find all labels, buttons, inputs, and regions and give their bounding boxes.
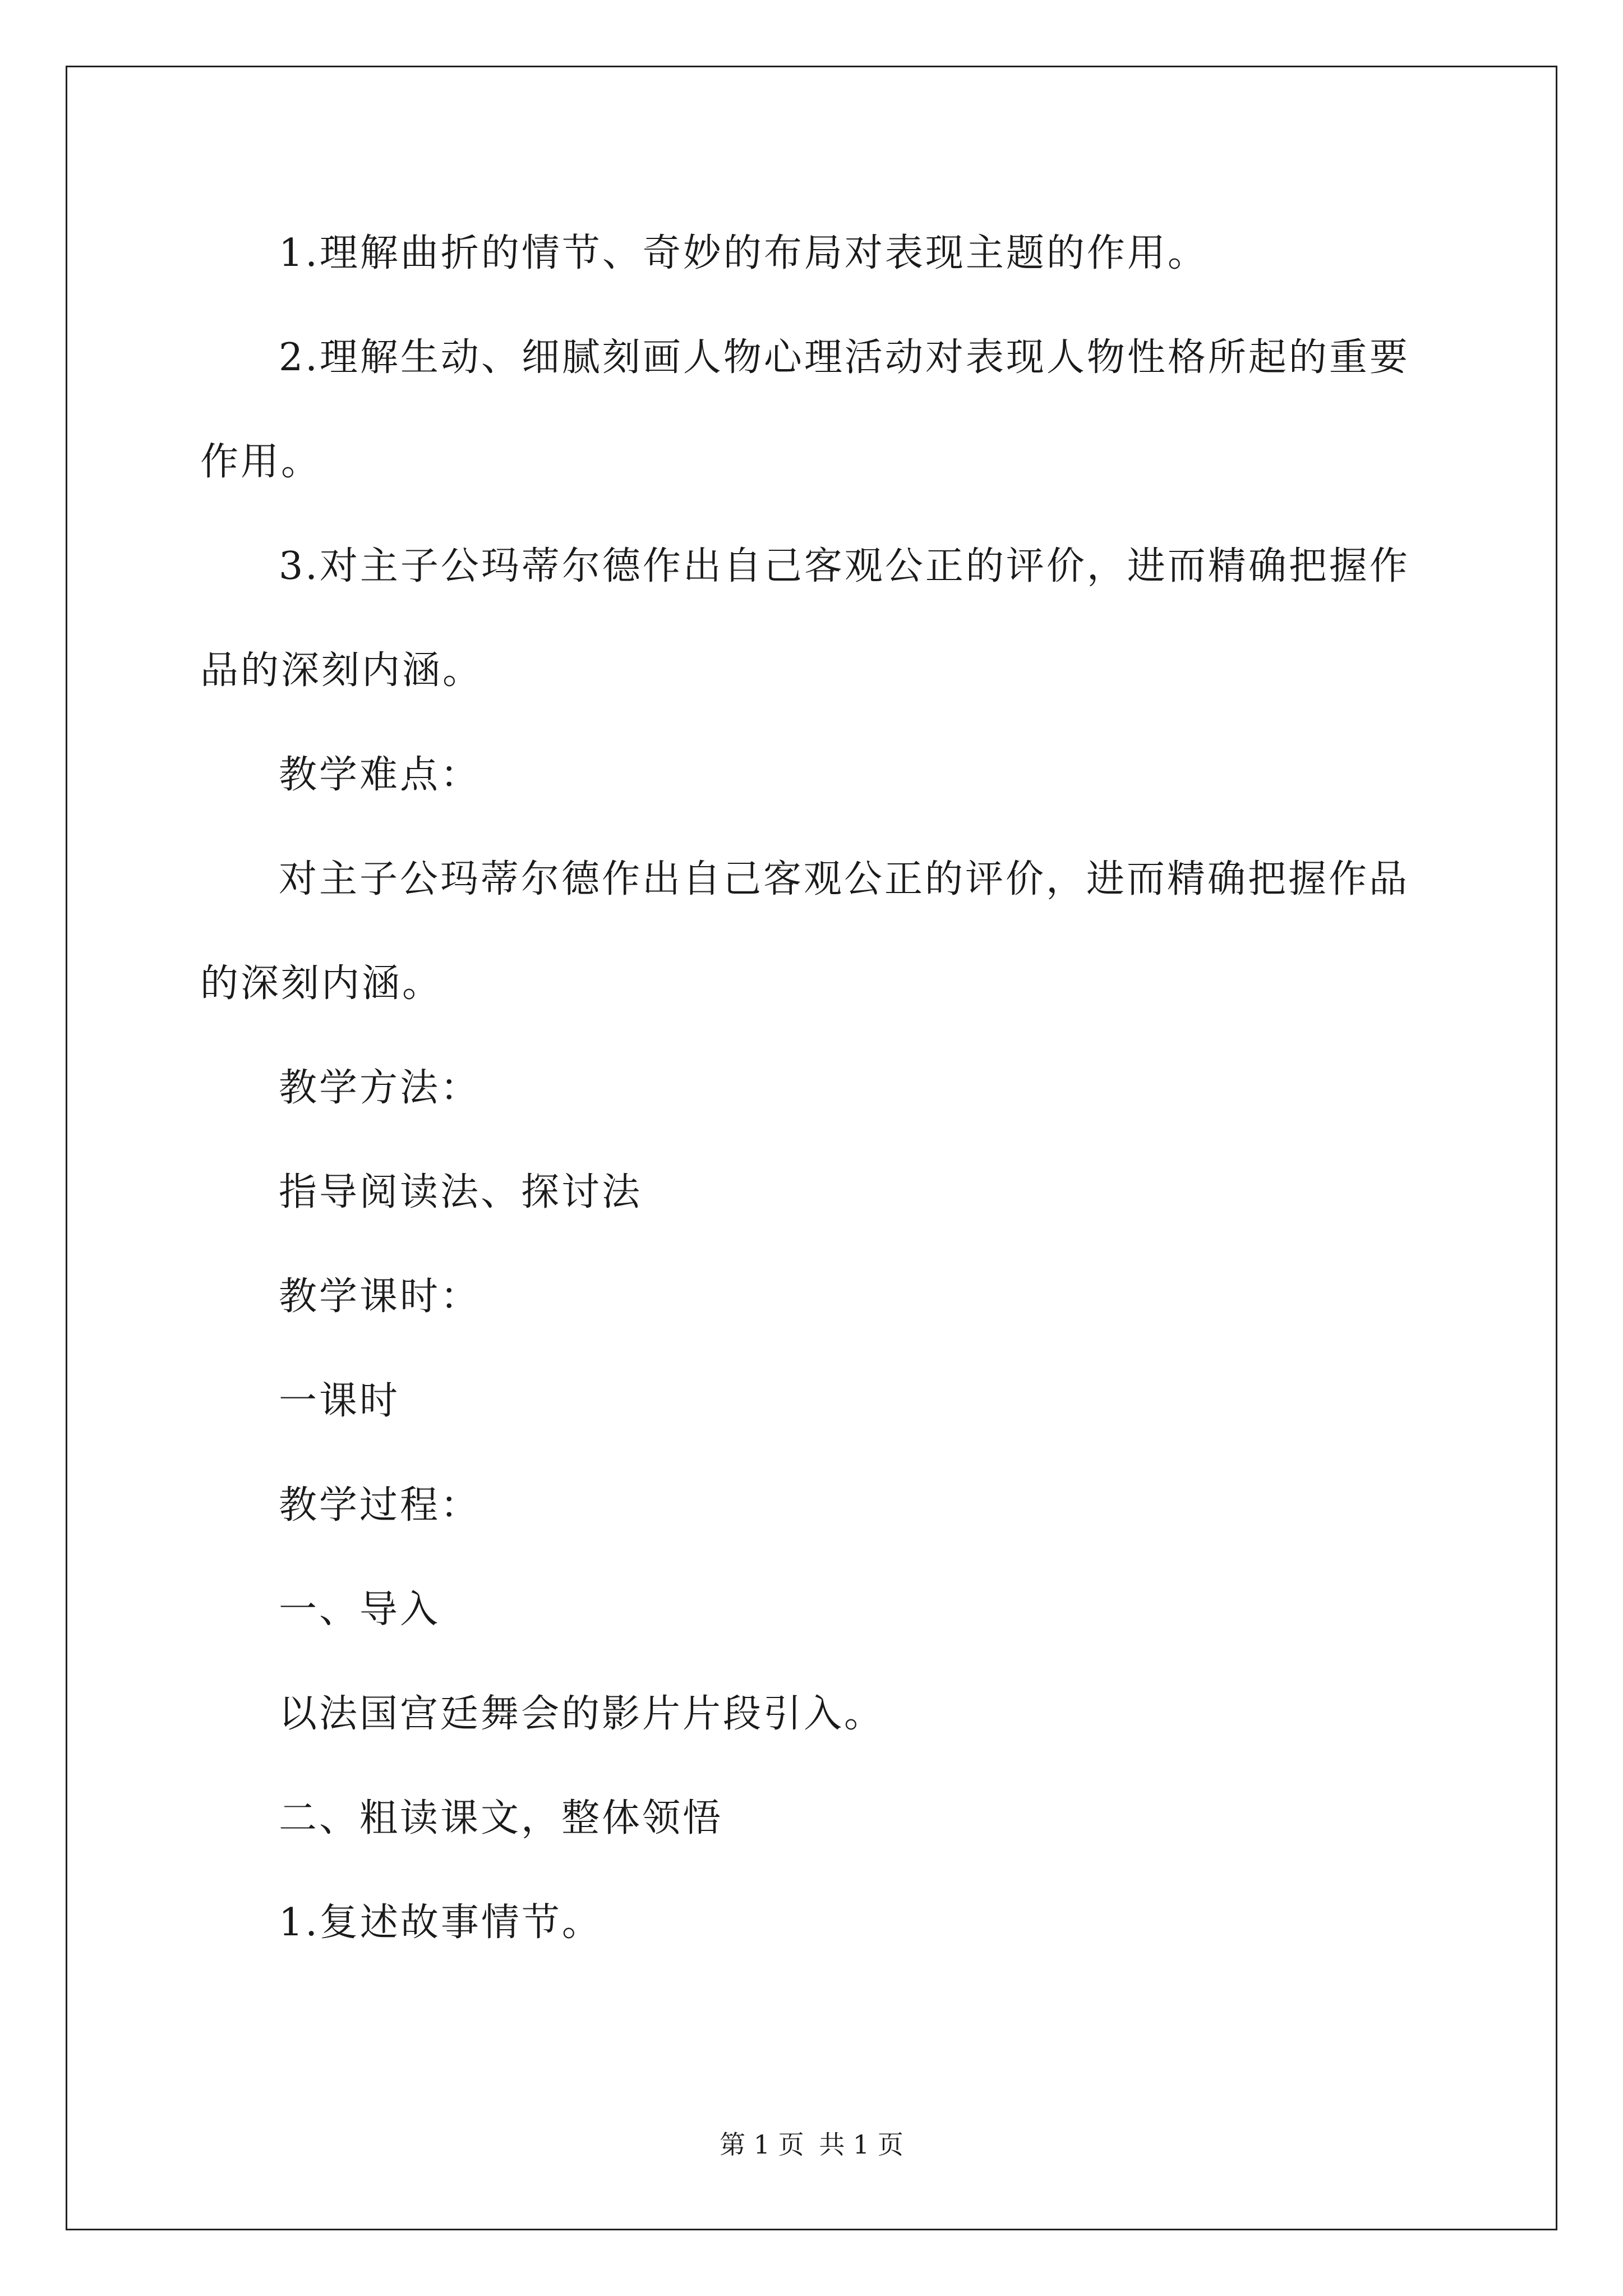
page-number: 第 1 页 xyxy=(720,2129,804,2160)
text-line-10: 指导阅读法、探讨法 xyxy=(279,1170,643,1214)
text-line-6: 教学难点： xyxy=(279,753,481,797)
text-line-7: 对主子公玛蒂尔德作出自己客观公正的评价，进而精确把握作品 xyxy=(279,857,1410,901)
text-line-17: 1.复述故事情节。 xyxy=(279,1901,602,1945)
text-line-1: 1.理解曲折的情节、奇妙的布局对表现主题的作用。 xyxy=(279,231,1208,275)
page-total: 共 1 页 xyxy=(819,2129,903,2160)
text-line-12: 一课时 xyxy=(279,1379,400,1423)
text-line-5: 品的深刻内涵。 xyxy=(200,648,483,693)
text-line-2: 2.理解生动、细腻刻画人物心理活动对表现人物性格所起的重要 xyxy=(279,335,1410,380)
text-line-4: 3.对主子公玛蒂尔德作出自己客观公正的评价，进而精确把握作 xyxy=(279,544,1410,588)
text-line-14: 一、导入 xyxy=(279,1588,441,1632)
text-line-13: 教学过程： xyxy=(279,1483,481,1527)
page-footer xyxy=(0,2129,1623,2160)
text-line-8: 的深刻内涵。 xyxy=(200,961,443,1006)
text-line-3: 作用。 xyxy=(200,440,322,484)
text-line-15: 以法国宫廷舞会的影片片段引入。 xyxy=(279,1692,885,1736)
text-line-11: 教学课时： xyxy=(279,1274,481,1319)
text-line-9: 教学方法： xyxy=(279,1066,481,1110)
text-line-16: 二、粗读课文，整体领悟 xyxy=(279,1796,723,1841)
